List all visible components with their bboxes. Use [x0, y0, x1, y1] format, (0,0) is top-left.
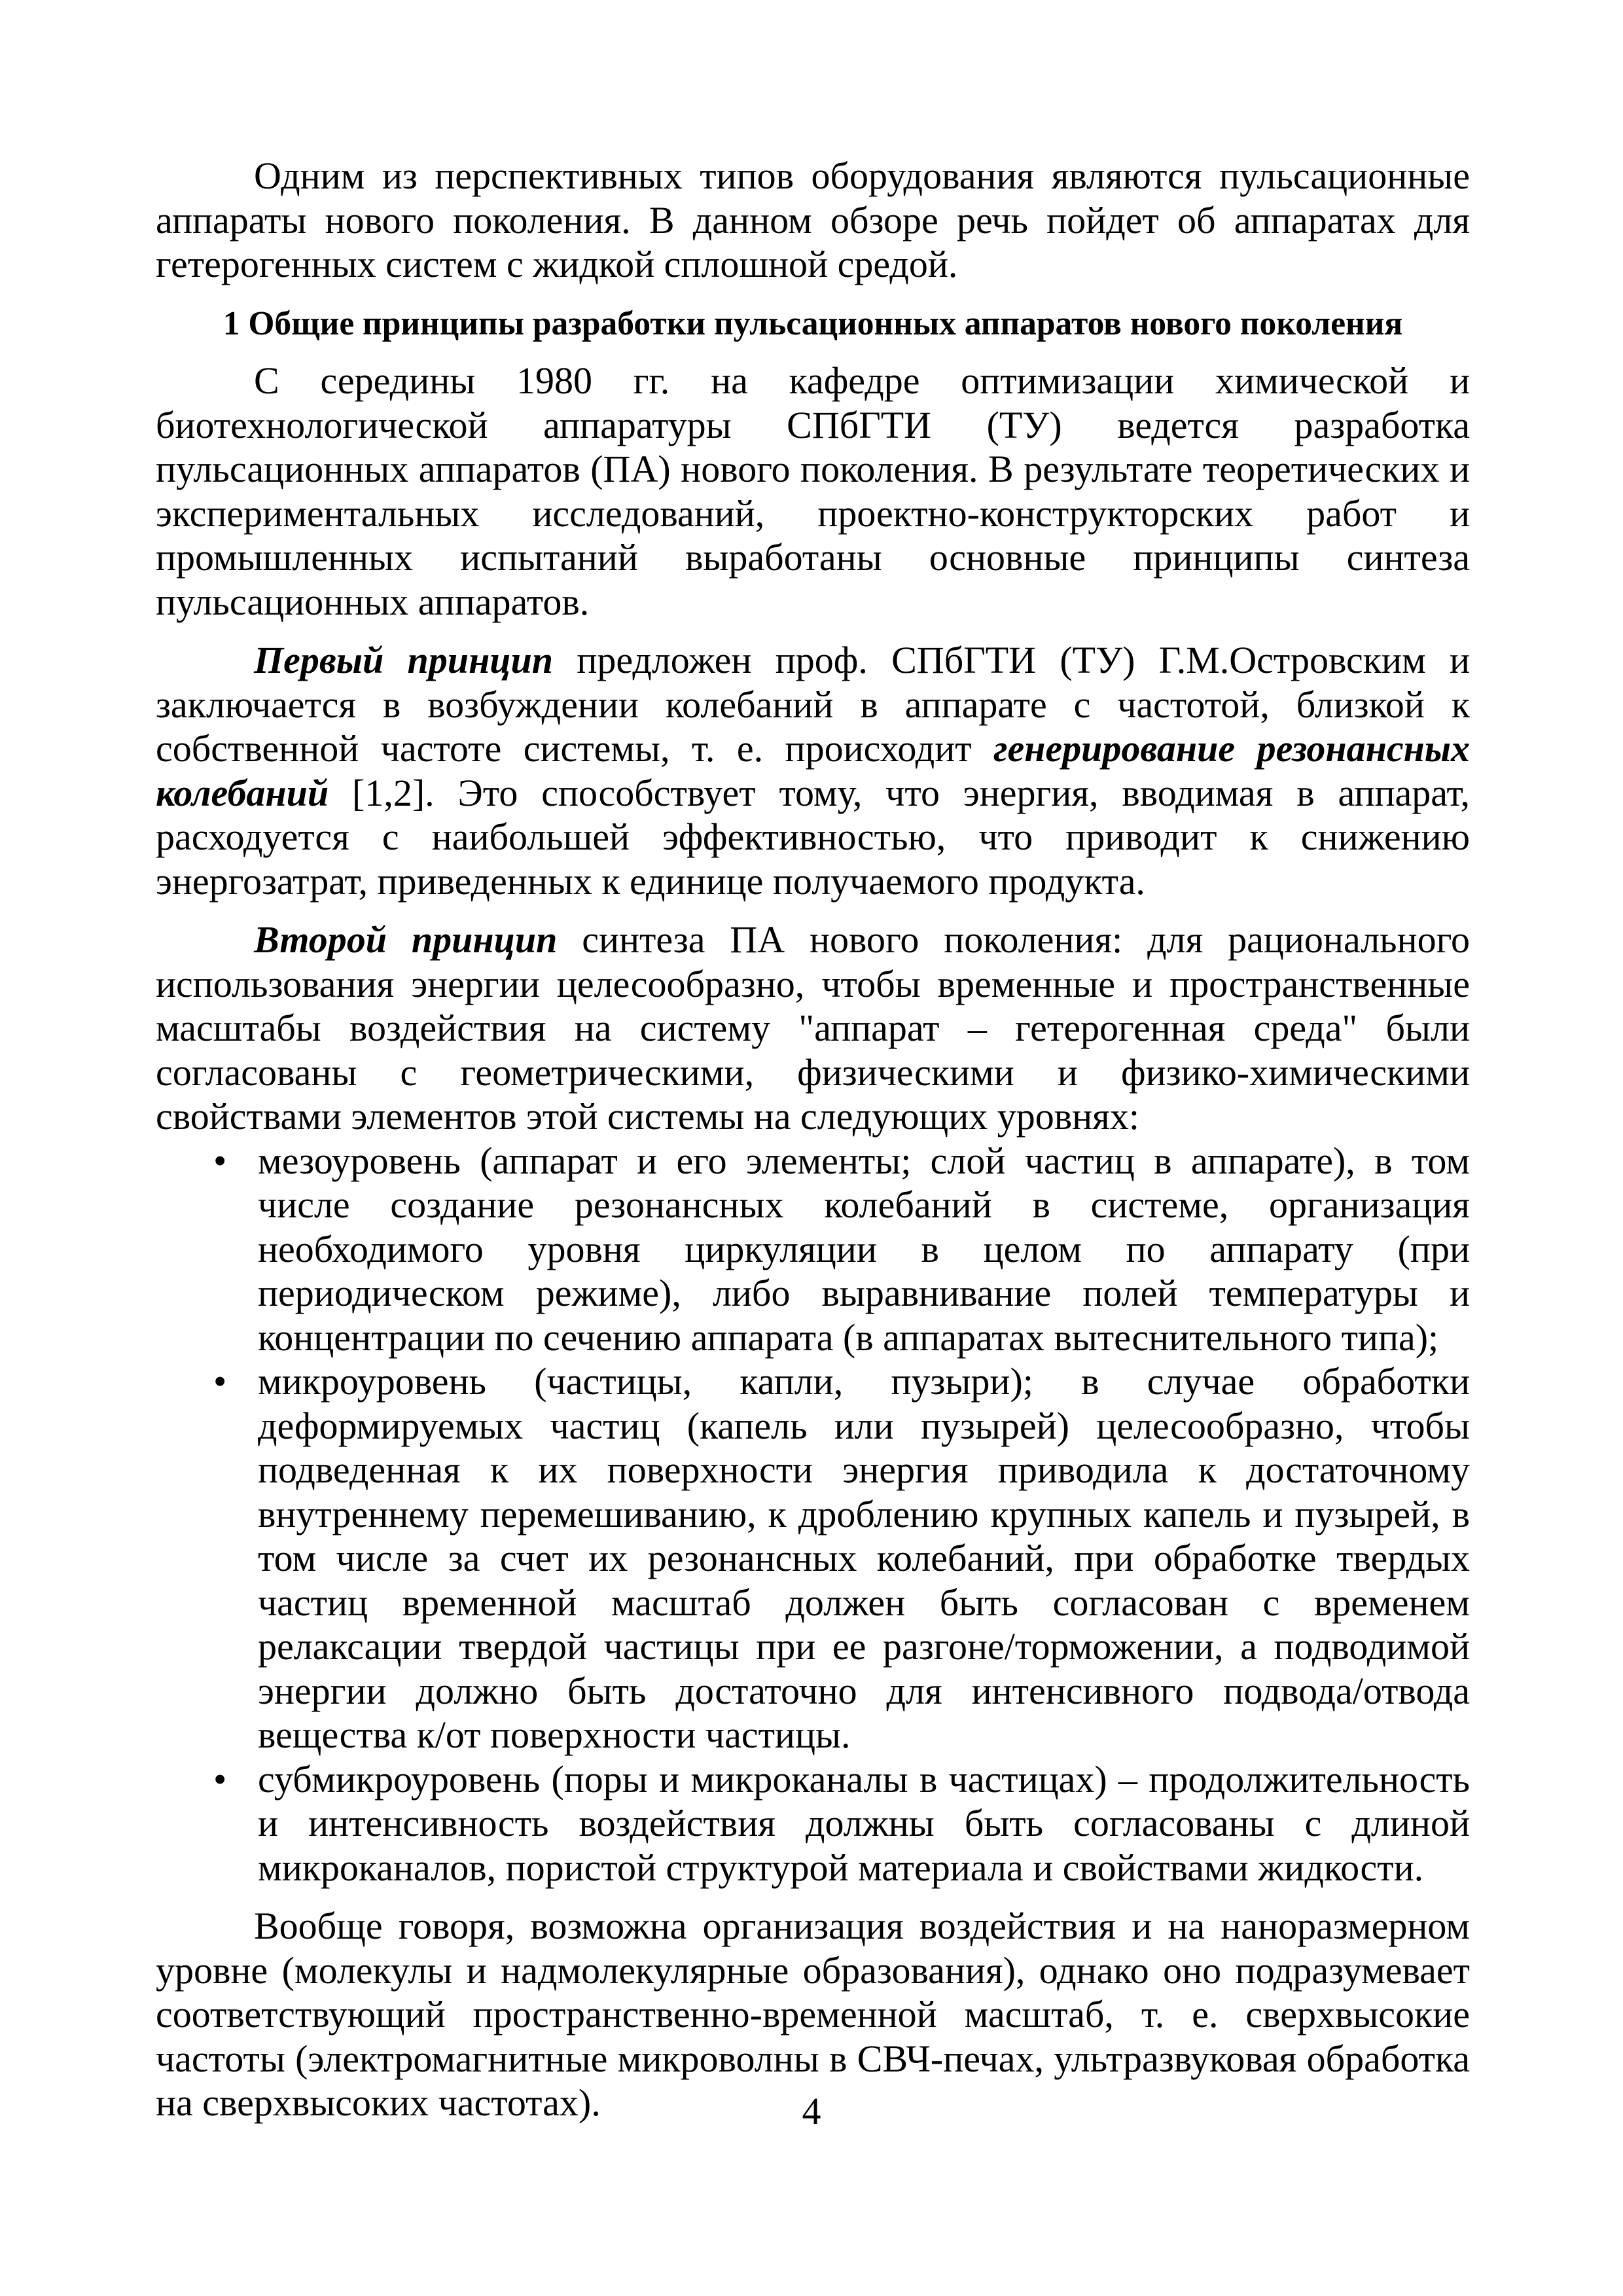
resonance-emphasis: генерирование резонансных колебаний [156, 727, 1471, 814]
second-principle-paragraph [156, 918, 1470, 1139]
bullet-icon: • [213, 1360, 227, 1403]
closing-paragraph: Вообще говоря, возможна организация воздействия и на наноразмерном уровне (молекулы и надмолекулярные образования), однако оно подразумевает соответствующий пространственно-временной масштаб, т. е. сверхвысокие частоты (электромагнитные микроволны в СВЧ-печах, ультразвуковая обработка на сверхвысоких частотах). [156, 1905, 1470, 2124]
page-body [156, 154, 1470, 2125]
first-principle-term: Первый принцип [254, 639, 554, 681]
second-principle-term: Второй принцип [254, 918, 558, 961]
page-number: 4 [802, 2090, 821, 2132]
history-paragraph: С середины 1980 гг. на кафедре оптимизации химической и биотехнологической аппаратуры СПбГТИ (ТУ) ведется разработка пульсационных аппаратов (ПА) нового поколения. В результате теоретических и экспериментальных исследований, проектно-конструкторских работ и промышленных испытаний выработаны основные принципы синтеза пульсационных аппаратов. [156, 359, 1470, 623]
list-item [156, 1757, 1470, 1890]
section-heading: 1 Общие принципы разработки пульсационных аппаратов нового поколения [223, 304, 1403, 342]
intro-paragraph: Одним из перспективных типов оборудования являются пульсационные аппараты нового поколения. В данном обзоре речь пойдет об аппаратах для гетерогенных систем с жидкой сплошной средой. [156, 154, 1470, 285]
second-principle-text: синтеза ПА нового поколения: для рационального использования энергии целесообразно, чтобы временные и пространственные масштабы воздействия на систему "аппарат – гетерогенная среда" были согласованы с геометрическими, физическими и физико-химическими свойствами элементов этой системы на следующих уровнях: [156, 918, 1470, 1138]
first-principle-text-b: [1,2]. Это способствует тому, что энергия, вводимая в аппарат, расходуется с наибольшей эффективностью, что приводит к снижению энергозатрат, приведенных к единице получаемого продукта. [156, 771, 1470, 903]
list-item [156, 1359, 1470, 1757]
bullet-icon: • [213, 1139, 227, 1182]
level-text: субмикроуровень (поры и микроканалы в частицах) – продолжительность и интенсивность воздействия должны быть согласованы с длиной микроканалов, пористой структурой материала и свойствами жидкости. [258, 1757, 1470, 1889]
bullet-icon: • [213, 1757, 227, 1801]
first-principle-text-a: предложен проф. СПбГТИ (ТУ) Г.М.Островским и заключается в возбуждении колебаний в аппарате с частотой, близкой к собственной частоте системы, т. е. происходит [156, 639, 1471, 770]
level-text: мезоуровень (аппарат и его элементы; слой частиц в аппарате), в том числе создание резонансных колебаний в системе, организация необходимого уровня циркуляции в целом по аппарату (при периодическом режиме), либо выравнивание полей температуры и концентрации по сечению аппарата (в аппаратах вытеснительного типа); [258, 1139, 1470, 1359]
levels-list [156, 1139, 1470, 1890]
level-text: микроуровень (частицы, капли, пузыри); в случае обработки деформируемых частиц (капель или пузырей) целесообразно, чтобы подведенная к их поверхности энергия приводила к достаточному внутреннему перемешиванию, к дроблению крупных капель и пузырей, в том числе за счет их резонансных колебаний, при обработке твердых частиц временной масштаб должен быть согласован с временем релаксации твердой частицы при ее разгоне/торможении, а подводимой энергии должно быть достаточно для интенсивного подвода/отвода вещества к/от поверхности частицы. [258, 1360, 1470, 1756]
list-item [156, 1139, 1470, 1360]
first-principle-paragraph [156, 638, 1470, 903]
